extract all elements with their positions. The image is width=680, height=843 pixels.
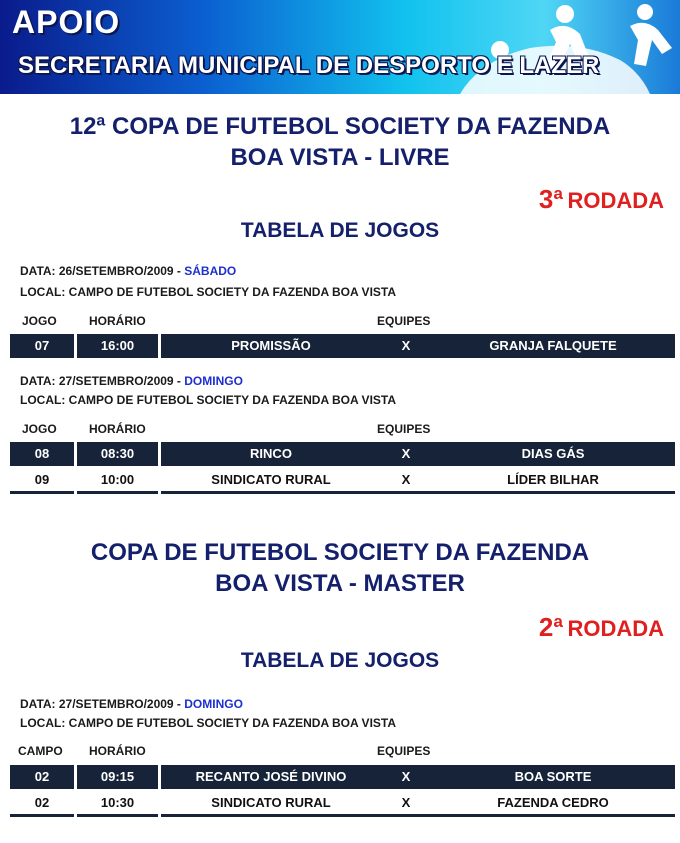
banner-secretaria: SECRETARIA MUNICIPAL DE DESPORTO E LAZER <box>18 52 600 79</box>
section1-block2-local: LOCAL: CAMPO DE FUTEBOL SOCIETY DA FAZENDA BOA VISTA <box>20 393 397 407</box>
team-a: SINDICATO RURAL <box>211 472 331 487</box>
game-teams <box>161 442 675 466</box>
game-teams <box>161 334 675 358</box>
versus-label: X <box>401 795 411 810</box>
day-label: DOMINGO <box>184 374 243 388</box>
team-b: DIAS GÁS <box>521 446 585 461</box>
team-a: PROMISSÃO <box>231 338 311 353</box>
game-teams <box>161 792 675 817</box>
section2-tabela-title: TABELA DE JOGOS <box>240 649 440 672</box>
section1-rodada-word: RODADA <box>567 188 664 213</box>
header-jogo: JOGO <box>22 422 57 436</box>
section1-rodada <box>539 184 664 215</box>
day-label: DOMINGO <box>184 697 243 711</box>
day-label: SÁBADO <box>184 264 237 278</box>
banner-apoio: APOIO <box>12 4 121 40</box>
versus-label: X <box>401 338 411 353</box>
game-time: 10:00 <box>77 469 158 494</box>
section1-tabela-title: TABELA DE JOGOS <box>240 219 440 242</box>
header-horario: HORÁRIO <box>89 314 146 328</box>
date-label: DATA: 27/SETEMBRO/2009 - <box>20 374 185 388</box>
versus-label: X <box>401 769 411 784</box>
team-a: RINCO <box>250 446 292 461</box>
header-equipes: EQUIPES <box>377 744 431 758</box>
game-time: 10:30 <box>77 792 158 817</box>
team-b: BOA SORTE <box>514 769 592 784</box>
section2-title-line1: COPA DE FUTEBOL SOCIETY DA FAZENDA <box>90 539 590 566</box>
section1-block2-date <box>20 374 243 388</box>
versus-label: X <box>401 446 411 461</box>
team-b: LÍDER BILHAR <box>507 472 599 487</box>
section1-block1-date <box>20 264 236 278</box>
team-b: FAZENDA CEDRO <box>497 795 609 810</box>
field-number: 02 <box>10 765 74 789</box>
section1-title-line2: BOA VISTA - LIVRE <box>230 144 450 171</box>
section1-rodada-number: 3ª <box>538 184 563 214</box>
section1-block1-local: LOCAL: CAMPO DE FUTEBOL SOCIETY DA FAZENDA BOA VISTA <box>20 285 397 299</box>
table-row <box>10 765 675 789</box>
date-label: DATA: 26/SETEMBRO/2009 - <box>20 264 185 278</box>
table-row <box>10 442 675 466</box>
header-equipes: EQUIPES <box>377 314 431 328</box>
field-number: 02 <box>10 792 74 817</box>
section2-rodada-number: 2ª <box>538 612 563 642</box>
section2-title-line2: BOA VISTA - MASTER <box>215 570 465 597</box>
game-time: 16:00 <box>77 334 158 358</box>
team-a: SINDICATO RURAL <box>211 795 331 810</box>
date-label: DATA: 27/SETEMBRO/2009 - <box>20 697 185 711</box>
header-campo: CAMPO <box>18 744 63 758</box>
table-row <box>10 792 675 816</box>
versus-label: X <box>401 472 411 487</box>
game-number: 07 <box>10 334 74 358</box>
section2-rodada <box>539 612 664 643</box>
section1-title-line1: 12ª COPA DE FUTEBOL SOCIETY DA FAZENDA <box>69 113 611 140</box>
game-number: 09 <box>10 469 74 494</box>
section2-rodada-word: RODADA <box>567 616 664 641</box>
game-teams <box>161 469 675 494</box>
header-horario: HORÁRIO <box>89 422 146 436</box>
header-banner <box>0 0 680 94</box>
game-time: 08:30 <box>77 442 158 466</box>
table-row <box>10 334 675 358</box>
table-row <box>10 469 675 493</box>
section2-block1-local: LOCAL: CAMPO DE FUTEBOL SOCIETY DA FAZENDA BOA VISTA <box>20 716 397 730</box>
game-teams <box>161 765 675 789</box>
game-number: 08 <box>10 442 74 466</box>
header-horario: HORÁRIO <box>89 744 146 758</box>
team-a: RECANTO JOSÉ DIVINO <box>195 769 347 784</box>
section2-block1-date <box>20 697 243 711</box>
header-equipes: EQUIPES <box>377 422 431 436</box>
game-time: 09:15 <box>77 765 158 789</box>
team-b: GRANJA FALQUETE <box>489 338 617 353</box>
header-jogo: JOGO <box>22 314 57 328</box>
